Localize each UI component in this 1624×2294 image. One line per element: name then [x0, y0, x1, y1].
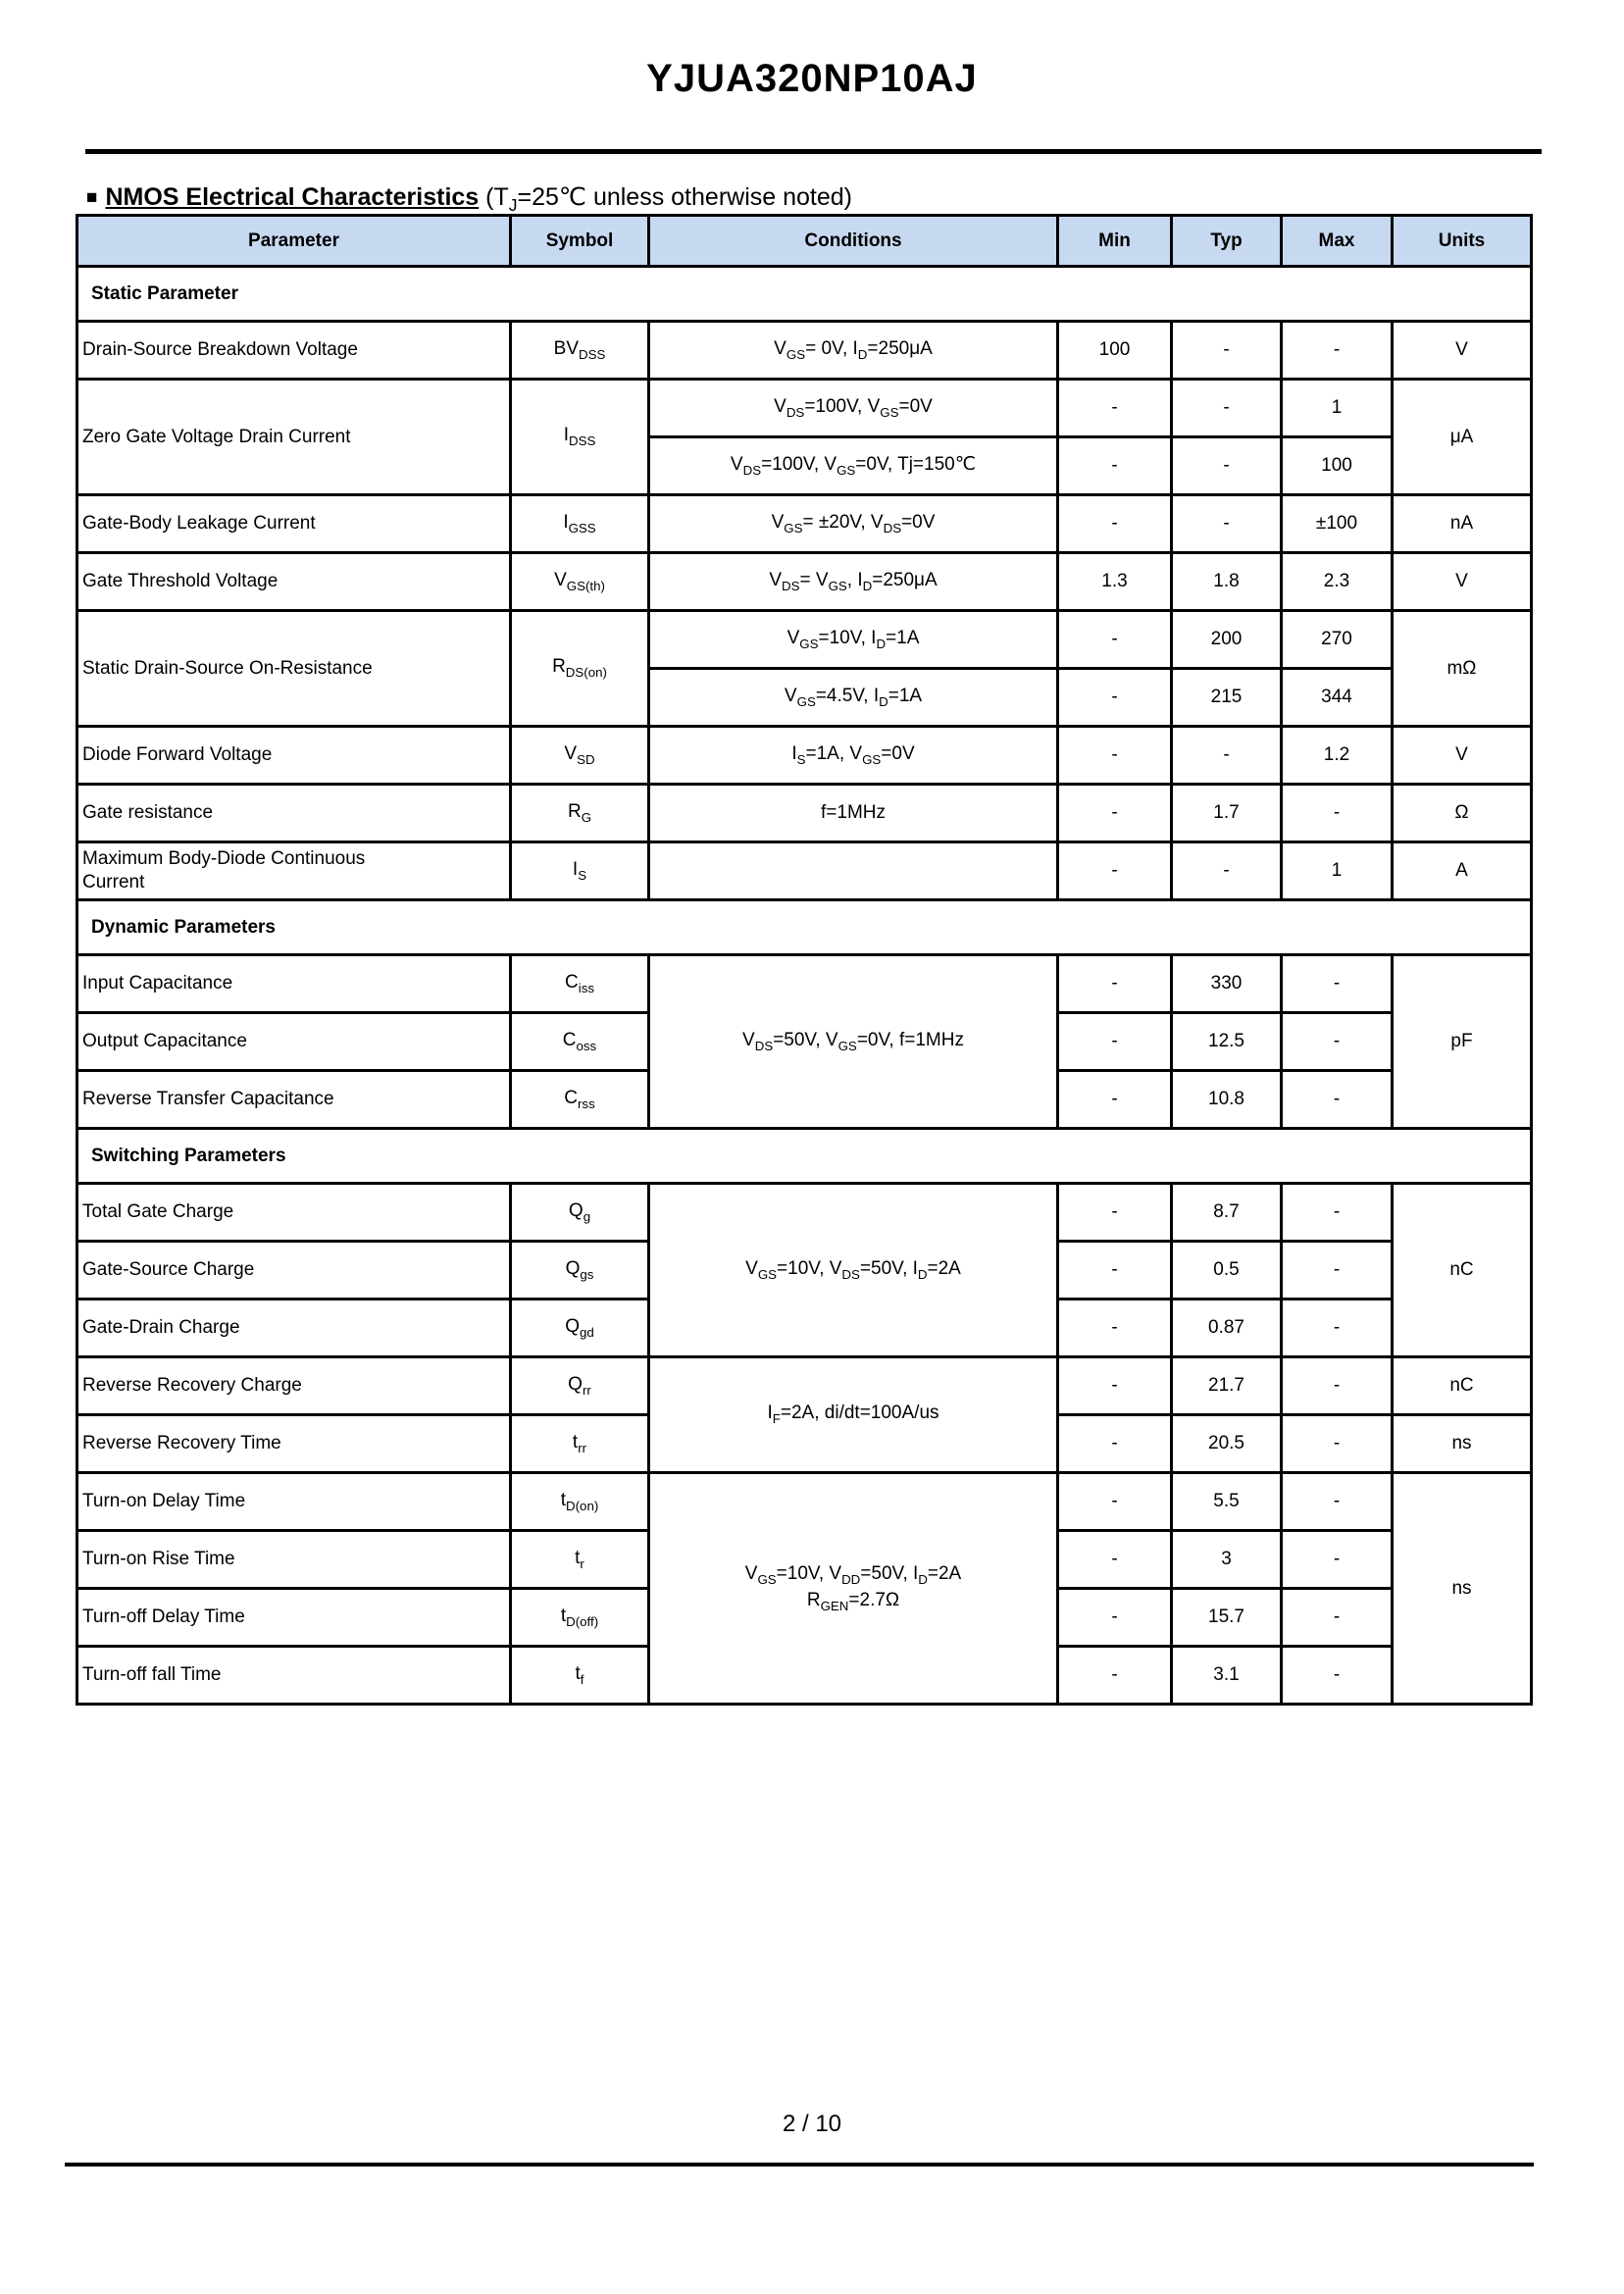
cell-parameter: Gate-Drain Charge [77, 1300, 511, 1357]
table-row [77, 785, 1532, 842]
cell-symbol: $C_{rss}$ [511, 1071, 649, 1129]
cell-max: - [1282, 1242, 1393, 1300]
cell-typ: 3 [1172, 1531, 1282, 1589]
cell-parameter: Reverse Recovery Charge [77, 1357, 511, 1415]
cell-parameter: Turn-on Rise Time [77, 1531, 511, 1589]
cell-symbol: $Q_{rr}$ [511, 1357, 649, 1415]
cell-conditions: $V_{DS}=100V$, $V_{GS}=0V$ [649, 380, 1058, 437]
cell-min: 1.3 [1058, 553, 1172, 611]
cell-units: A [1393, 842, 1532, 900]
cell-units: nC [1393, 1184, 1532, 1357]
cell-max: - [1282, 1184, 1393, 1242]
page-title: YJUA320NP10AJ [646, 57, 978, 100]
footer-divider [65, 2163, 1534, 2167]
section-label: Static Parameter [77, 267, 1532, 322]
cell-conditions: $V_{GS}=4.5V$, $I_D=1A$ [649, 669, 1058, 727]
cell-units: μA [1393, 380, 1532, 495]
cell-units: V [1393, 727, 1532, 785]
cell-conditions: $V_{DS}=50V$, $V_{GS}=0V$, f=1MHz [649, 955, 1058, 1129]
cell-max: 2.3 [1282, 553, 1393, 611]
col-header-typ: Typ [1172, 216, 1282, 267]
cell-symbol: $t_f$ [511, 1647, 649, 1705]
cell-parameter: Gate Threshold Voltage [77, 553, 511, 611]
cell-symbol: $C_{iss}$ [511, 955, 649, 1013]
cell-symbol: $BV_{DSS}$ [511, 322, 649, 380]
cell-typ: 12.5 [1172, 1013, 1282, 1071]
cell-min: - [1058, 785, 1172, 842]
cell-parameter: Input Capacitance [77, 955, 511, 1013]
cell-conditions: $I_S=1A$, $V_{GS}=0V$ [649, 727, 1058, 785]
cell-min: 100 [1058, 322, 1172, 380]
cell-parameter: Gate-Source Charge [77, 1242, 511, 1300]
section-label: Dynamic Parameters [77, 900, 1532, 955]
table-row [77, 842, 1532, 900]
table-body [77, 267, 1532, 1705]
table-row [77, 322, 1532, 380]
cell-typ: 8.7 [1172, 1184, 1282, 1242]
col-header-max: Max [1282, 216, 1393, 267]
cell-max: 1.2 [1282, 727, 1393, 785]
cell-units: ns [1393, 1473, 1532, 1705]
section-heading-note: ($T_J=25℃$ unless otherwise noted) [479, 183, 852, 215]
cell-min: - [1058, 1013, 1172, 1071]
cell-min: - [1058, 495, 1172, 553]
cell-conditions: $V_{GS}= \pm 20V$, $V_{DS}=0V$ [649, 495, 1058, 553]
cell-typ: - [1172, 380, 1282, 437]
page-number: 2 / 10 [782, 2111, 842, 2137]
cell-typ: - [1172, 727, 1282, 785]
cell-parameter: Turn-on Delay Time [77, 1473, 511, 1531]
cell-typ: 21.7 [1172, 1357, 1282, 1415]
cell-conditions: $V_{GS}=10V$, $I_D=1A$ [649, 611, 1058, 669]
cell-max: - [1282, 1531, 1393, 1589]
cell-max: - [1282, 1415, 1393, 1473]
table-row [77, 1184, 1532, 1242]
cell-max: - [1282, 1300, 1393, 1357]
cell-conditions [649, 842, 1058, 900]
cell-min: - [1058, 437, 1172, 495]
cell-parameter: Turn-off Delay Time [77, 1589, 511, 1647]
cell-min: - [1058, 1473, 1172, 1531]
electrical-characteristics-table-wrap [76, 214, 1533, 1706]
cell-min: - [1058, 1415, 1172, 1473]
cell-min: - [1058, 1647, 1172, 1705]
cell-max: - [1282, 1013, 1393, 1071]
cell-typ: 1.7 [1172, 785, 1282, 842]
characteristics-table [76, 214, 1533, 1706]
cell-min: - [1058, 1357, 1172, 1415]
cell-parameter: Gate-Body Leakage Current [77, 495, 511, 553]
section-heading [86, 182, 852, 216]
cell-units: nA [1393, 495, 1532, 553]
cell-conditions: $V_{DS}= V_{GS}$, $I_D=250\mu A$ [649, 553, 1058, 611]
table-row [77, 1473, 1532, 1531]
cell-typ: 5.5 [1172, 1473, 1282, 1531]
cell-symbol: $t_{D(on)}$ [511, 1473, 649, 1531]
table-row [77, 1357, 1532, 1415]
cell-symbol: $t_r$ [511, 1531, 649, 1589]
cell-symbol: $t_{D(off)}$ [511, 1589, 649, 1647]
table-row [77, 553, 1532, 611]
cell-parameter: Reverse Recovery Time [77, 1415, 511, 1473]
cell-max: - [1282, 1473, 1393, 1531]
cell-max: 344 [1282, 669, 1393, 727]
cell-parameter: Turn-off fall Time [77, 1647, 511, 1705]
cell-symbol: $Q_g$ [511, 1184, 649, 1242]
cell-symbol: $I_S$ [511, 842, 649, 900]
cell-typ: 10.8 [1172, 1071, 1282, 1129]
cell-min: - [1058, 380, 1172, 437]
cell-parameter: Reverse Transfer Capacitance [77, 1071, 511, 1129]
table-row [77, 495, 1532, 553]
cell-min: - [1058, 955, 1172, 1013]
cell-typ: 0.87 [1172, 1300, 1282, 1357]
cell-min: - [1058, 1184, 1172, 1242]
cell-conditions: $V_{GS}=10V$, $V_{DS}=50V$, $I_D=2A$ [649, 1184, 1058, 1357]
col-header-parameter: Parameter [77, 216, 511, 267]
cell-typ: 15.7 [1172, 1589, 1282, 1647]
cell-parameter: Zero Gate Voltage Drain Current [77, 380, 511, 495]
cell-max: - [1282, 322, 1393, 380]
cell-symbol: $R_G$ [511, 785, 649, 842]
cell-max: - [1282, 785, 1393, 842]
cell-typ: 330 [1172, 955, 1282, 1013]
cell-min: - [1058, 727, 1172, 785]
table-row [77, 727, 1532, 785]
cell-conditions: f=1MHz [649, 785, 1058, 842]
section-label: Switching Parameters [77, 1129, 1532, 1184]
title-divider [85, 149, 1542, 154]
cell-symbol: $Q_{gs}$ [511, 1242, 649, 1300]
cell-conditions: $V_{GS}=10V$, $V_{DD}=50V$, $I_D=2A$ $R_{GEN}=2.7\Omega$ [649, 1473, 1058, 1705]
cell-typ: - [1172, 495, 1282, 553]
cell-symbol: $I_{GSS}$ [511, 495, 649, 553]
cell-min: - [1058, 611, 1172, 669]
table-row [77, 955, 1532, 1013]
cell-symbol: $I_{DSS}$ [511, 380, 649, 495]
cell-typ: 20.5 [1172, 1415, 1282, 1473]
cell-units: pF [1393, 955, 1532, 1129]
cell-symbol: $C_{oss}$ [511, 1013, 649, 1071]
cell-symbol: $t_{rr}$ [511, 1415, 649, 1473]
cell-min: - [1058, 1242, 1172, 1300]
col-header-conditions: Conditions [649, 216, 1058, 267]
cell-typ: 215 [1172, 669, 1282, 727]
table-row [77, 380, 1532, 437]
cell-symbol: $V_{GS(th)}$ [511, 553, 649, 611]
cell-min: - [1058, 1071, 1172, 1129]
cell-units: Ω [1393, 785, 1532, 842]
cell-conditions: $V_{GS}= 0V$, $I_D=250\mu A$ [649, 322, 1058, 380]
cell-min: - [1058, 842, 1172, 900]
cell-max: - [1282, 1071, 1393, 1129]
cell-typ: - [1172, 322, 1282, 380]
cell-parameter: Gate resistance [77, 785, 511, 842]
cell-symbol: $V_{SD}$ [511, 727, 649, 785]
cell-typ: 1.8 [1172, 553, 1282, 611]
cell-max: - [1282, 1357, 1393, 1415]
col-header-min: Min [1058, 216, 1172, 267]
cell-units: V [1393, 553, 1532, 611]
cell-symbol: $R_{DS(on)}$ [511, 611, 649, 727]
square-bullet-icon: ■ [86, 187, 98, 208]
cell-parameter: Static Drain-Source On-Resistance [77, 611, 511, 727]
section-heading-main: NMOS Electrical Characteristics [105, 183, 480, 211]
cell-max: - [1282, 1647, 1393, 1705]
cell-parameter: Drain-Source Breakdown Voltage [77, 322, 511, 380]
cell-typ: 3.1 [1172, 1647, 1282, 1705]
cell-units: V [1393, 322, 1532, 380]
cell-conditions: $I_F=2A$, di/dt=100A/us [649, 1357, 1058, 1473]
cell-min: - [1058, 669, 1172, 727]
cell-max: 1 [1282, 380, 1393, 437]
cell-min: - [1058, 1531, 1172, 1589]
cell-max: ±100 [1282, 495, 1393, 553]
cell-parameter: Output Capacitance [77, 1013, 511, 1071]
cell-typ: 0.5 [1172, 1242, 1282, 1300]
cell-units: mΩ [1393, 611, 1532, 727]
cell-units: nC [1393, 1357, 1532, 1415]
cell-parameter: Total Gate Charge [77, 1184, 511, 1242]
cell-max: 270 [1282, 611, 1393, 669]
table-head [77, 216, 1532, 267]
table-row [77, 611, 1532, 669]
cell-typ: 200 [1172, 611, 1282, 669]
cell-symbol: $Q_{gd}$ [511, 1300, 649, 1357]
cell-max: 1 [1282, 842, 1393, 900]
col-header-units: Units [1393, 216, 1532, 267]
cell-max: - [1282, 1589, 1393, 1647]
cell-parameter: Maximum Body-Diode Continuous Current [77, 842, 511, 900]
cell-min: - [1058, 1300, 1172, 1357]
cell-max: - [1282, 955, 1393, 1013]
cell-typ: - [1172, 842, 1282, 900]
cell-typ: - [1172, 437, 1282, 495]
cell-conditions: $V_{DS}=100V$, $V_{GS}=0V$, Tj=150℃ [649, 437, 1058, 495]
cell-max: 100 [1282, 437, 1393, 495]
cell-units: ns [1393, 1415, 1532, 1473]
col-header-symbol: Symbol [511, 216, 649, 267]
cell-parameter: Diode Forward Voltage [77, 727, 511, 785]
cell-min: - [1058, 1589, 1172, 1647]
